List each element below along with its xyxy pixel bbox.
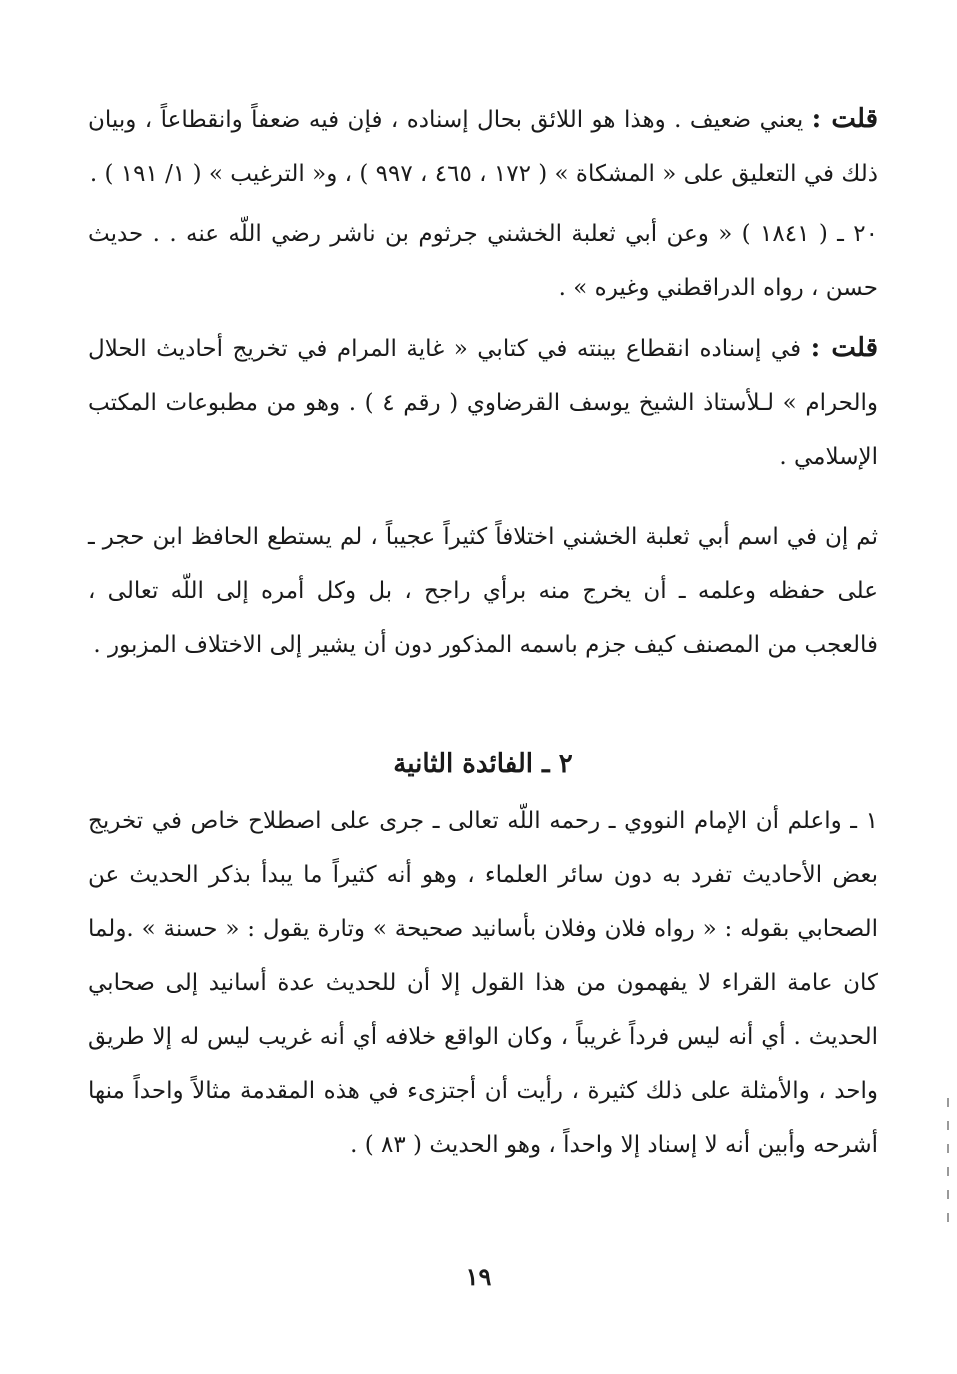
page-number: ١٩ [465,1262,492,1291]
paragraph-text: يعني ضعيف . وهذا هو اللائق بحال إسناده ، فإن فيه ضعفاً وانقطاعاً ، وبيان ذلك في التعليق على « المشكاة » ( ١٧٢ ، ٤٦٥ ، ٩٩٧ ) ، و« الترغيب » ( ١/ ١٩١ ) . [88,107,878,187]
page-body [88,92,878,1172]
paragraph-text: ١ ـ واعلم أن الإمام النووي ـ رحمه اللّه تعالى ـ جرى على اصطلاح خاص في تخريج بعض الأحاديث تفرد به دون سائر العلماء ، وهو أنه كثيراً ما يبدأ بذكر الحديث عن الصحابي بقوله : « رواه فلان وفلان بأسانيد صحيحة » وتارة يقول : « حسنة » .ولما كان عامة القراء لا يفهمون من هذا القول إلا أن للحديث عدة أسانيد إلى صحابي الحديث . أي أنه ليس فرداً غريباً ، وكان الواقع خلافه أي أنه غريب ليس له إلا طريق واحد ، والأمثلة على ذلك كثيرة ، رأيت أن أجتزىء في هذه المقدمة مثالاً واحداً منها أشرحه وأبين أنه لا إسناد إلا واحداً ، وهو الحديث ( ٨٣ ) . [88,808,878,1158]
section-heading: ٢ ـ الفائدة الثانية [393,749,573,779]
paragraph-qult-2 [88,321,878,484]
paragraph-nawawi [88,794,878,1172]
qult-label: قلت : [811,104,878,134]
paragraph-qult-1 [88,92,878,201]
scan-edge-marks [947,1098,949,1228]
qult-label: قلت : [810,333,879,363]
paragraph-text: ثم إن في اسم أبي ثعلبة الخشني اختلافاً كثيراً عجيباً ، لم يستطع الحافظ ابن حجر ـ على حفظه وعلمه ـ أن يخرج منه برأي راجح ، بل وكل أمره إلى اللّه تعالى ، فالعجب من المصنف كيف جزم باسمه المذكور دون أن يشير إلى الاختلاف المزبور . [88,524,878,658]
paragraph-text: ٢٠ ـ ( ١٨٤١ ) « وعن أبي ثعلبة الخشني جرثوم بن ناشر رضي اللّه عنه . . حديث حسن ، رواه الدراقطني وغيره » . [88,221,878,301]
paragraph-text: في إسناده انقطاع بينته في كتابي « غاية المرام في تخريج أحاديث الحلال والحرام » لـلأستاذ الشيخ يوسف القرضاوي ( رقم ٤ ) . وهو من مطبوعات المكتب الإسلامي . [88,336,878,470]
paragraph-name-discussion [88,510,878,672]
paragraph-hadith-1841 [88,207,878,315]
